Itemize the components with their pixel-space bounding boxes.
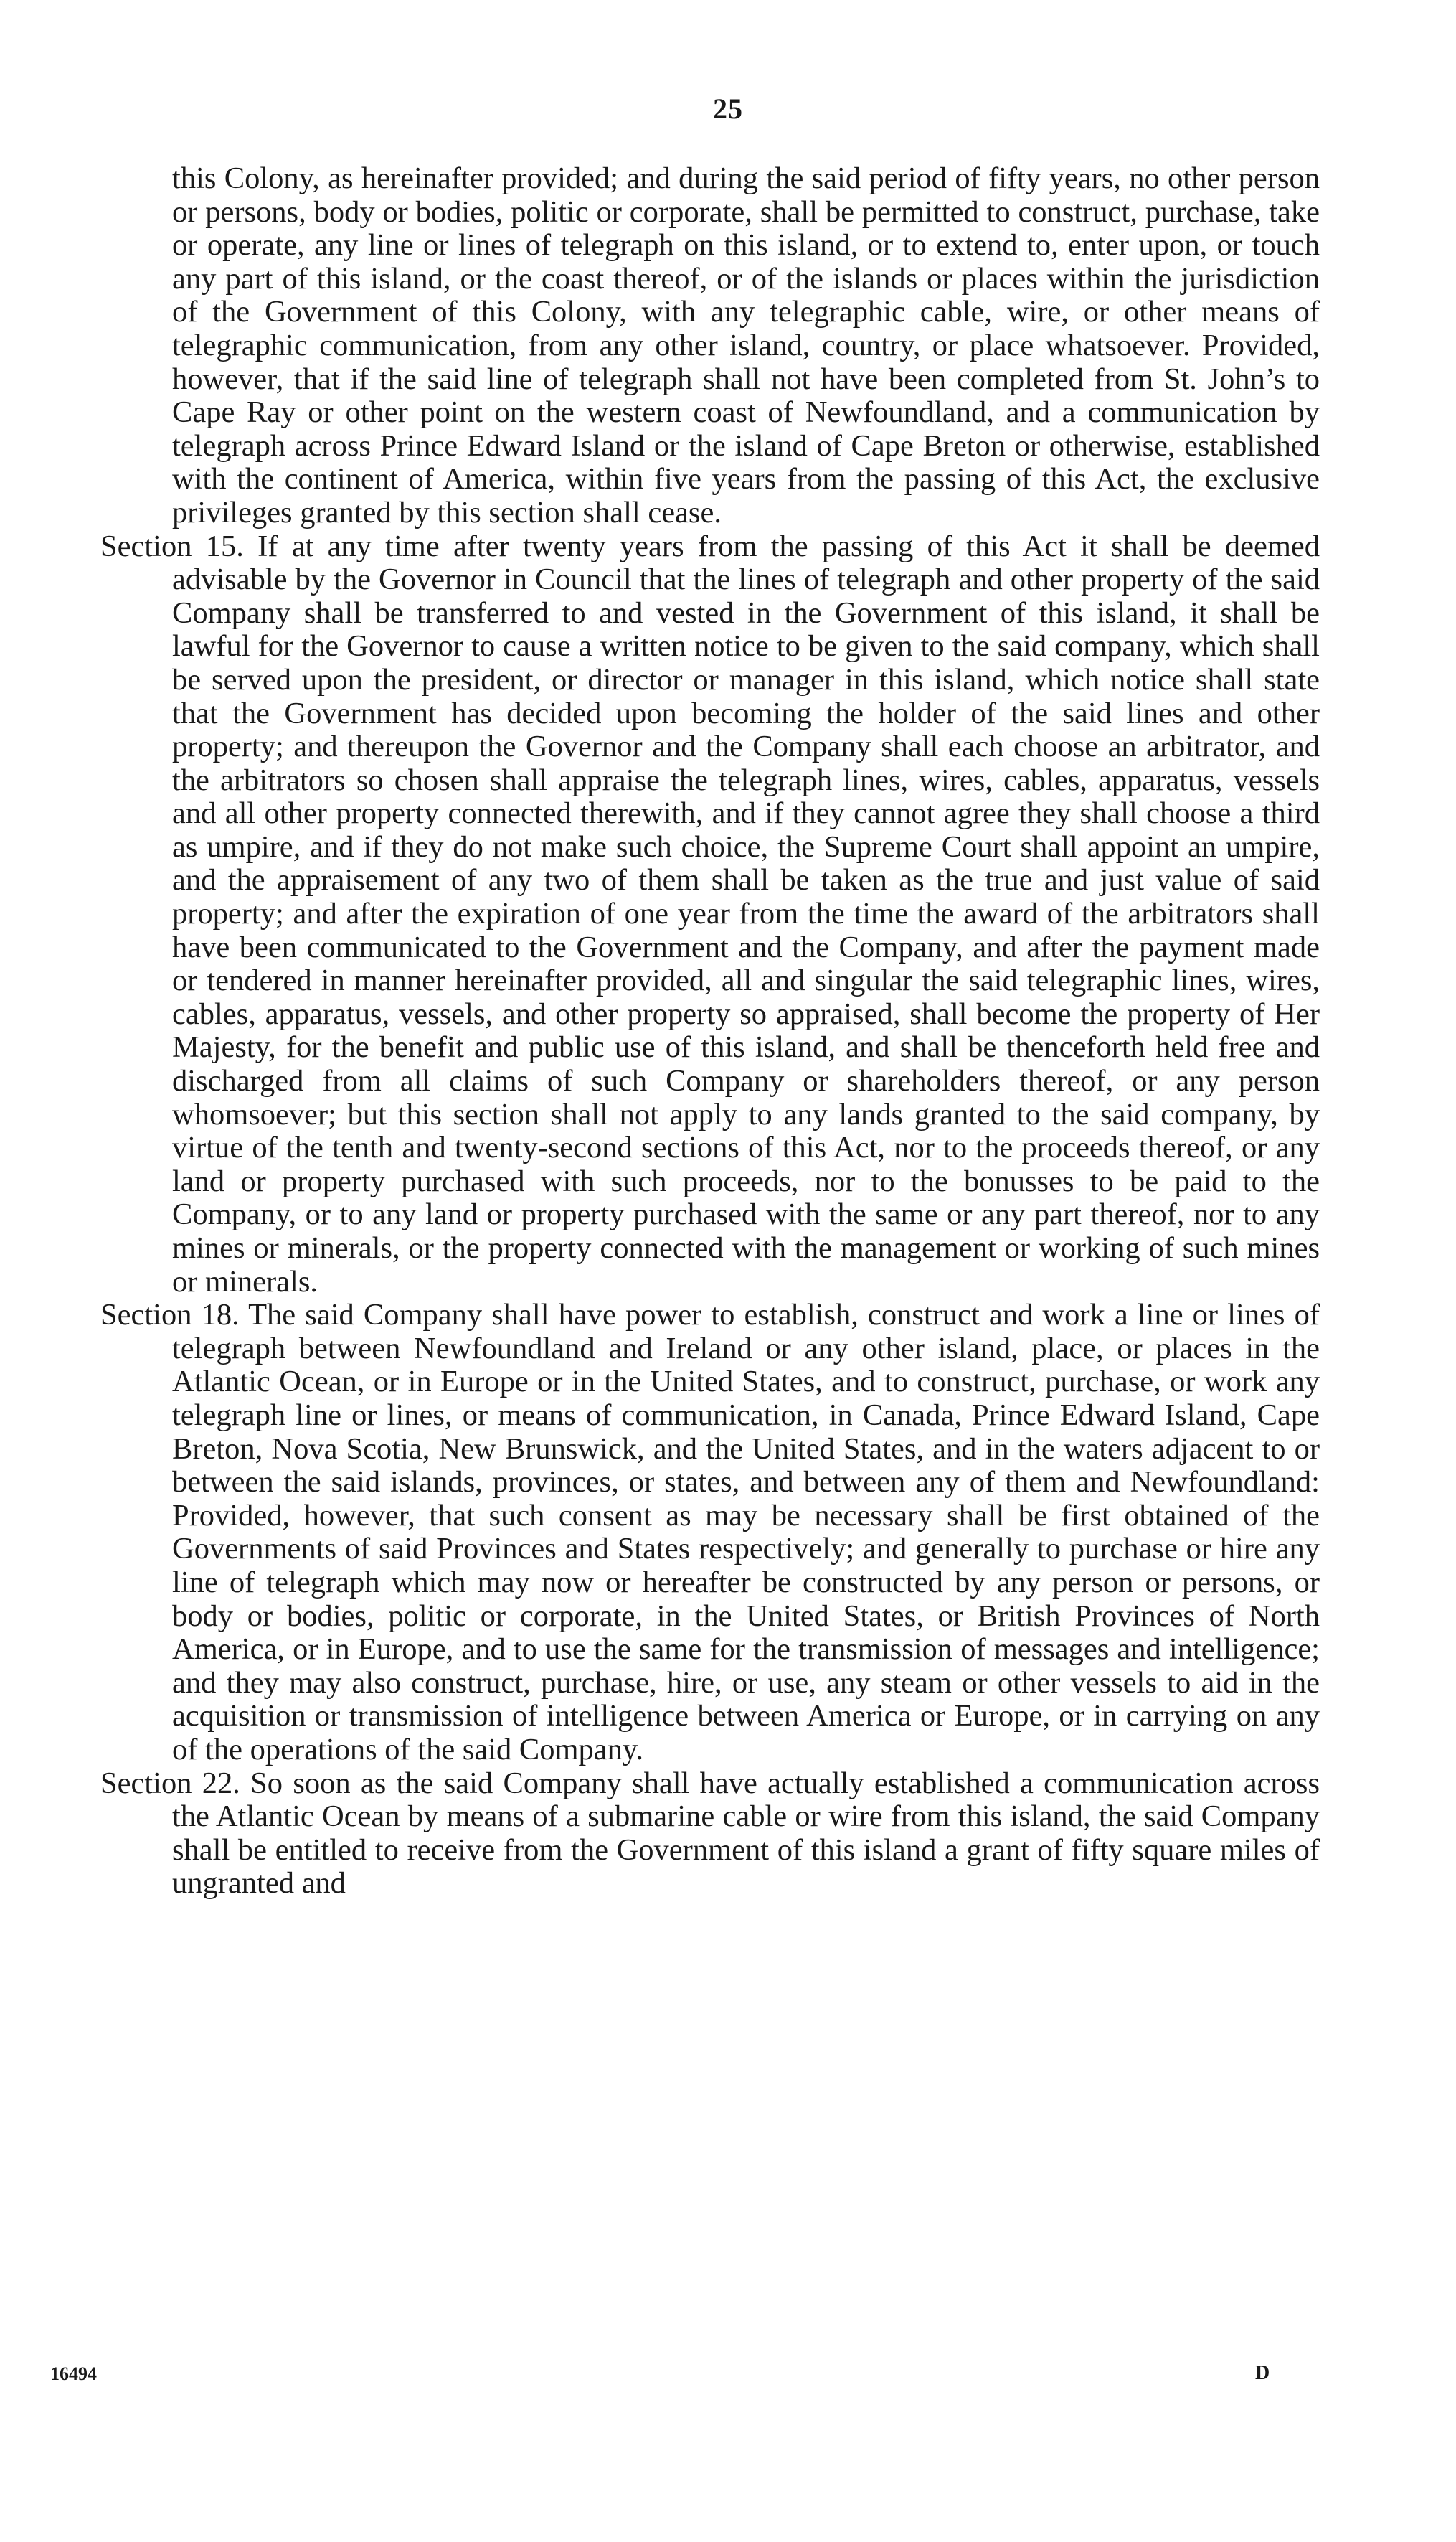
section-22-label: Section 22. (100, 1766, 240, 1800)
section-15-text: If at any time after twenty years from the passing of this Act it shall be deemed advisable by the Governor in Council that the lines of telegraph and other property of the said Company shall be transferred to and vested in the Government of this island, it shall be lawful for the Governor to cause a written notice to be given to the said company, which shall be served upon the president, or director or manager in this island, which notice shall state that the Government has decided upon becoming the holder of the said lines and other property; and thereupon the Governor and the Company shall each choose an arbitrator, and the arbitrators so chosen shall appraise the telegraph lines, wires, cables, apparatus, vessels and all other property connected therewith, and if they cannot agree they shall choose a third as umpire, and if they do not make such choice, the Supreme Court shall appoint an umpire, and the appraisement of any two of them shall be taken as the true and just value of said property; and after the expiration of one year from the time the award of the arbitrators shall have been communicated to the Government and the Company, and after the payment made or tendered in manner hereinafter provided, all and singular the said telegraphic lines, wires, cables, apparatus, vessels, and other property so appraised, shall become the property of Her Majesty, for the benefit and public use of this island, and shall be thenceforth held free and discharged from all claims of such Company or shareholders thereof, or any person whomsoever; but this section shall not apply to any lands granted to the said company, by virtue of the tenth and twenty-second sections of this Act, nor to the proceeds thereof, or any land or property purchased with such proceeds, nor to the bonusses to be paid to the Company, or to any land or property purchased with the same or any part thereof, nor to any mines or minerals, or the property connected with the management or working of such mines or minerals. (172, 529, 1320, 1299)
section-18-paragraph (100, 1299, 1320, 1766)
section-18-text: The said Company shall have power to establish, construct and work a line or lines of telegraph between Newfoundland and Ireland or any other island, place, or places in the Atlantic Ocean, or in Europe or in the United States, and to construct, purchase, or work any telegraph line or lines, or means of communication, in Canada, Prince Edward Island, Cape Breton, Nova Scotia, New Brunswick, and the United States, and in the waters adjacent to or between the said islands, provinces, or states, and between any of them and Newfoundland: Provided, however, that such consent as may be necessary shall be first obtained of the Governments of said Provinces and States respectively; and generally to purchase or hire any line of telegraph which may now or hereafter be constructed by any person or persons, or body or bodies, politic or corporate, in the United States, or British Provinces of North America, or in Europe, and to use the same for the transmission of messages and intelligence; and they may also construct, purchase, hire, or use, any steam or other vessels to aid in the acquisition or transmission of intelligence between America or Europe, or in carrying on any of the operations of the said Company. (172, 1298, 1320, 1766)
footer-print-number: 16494 (50, 2363, 97, 2384)
section-15-paragraph (100, 530, 1320, 1299)
continuation-paragraph: this Colony, as hereinafter provided; and during the said period of fifty years, no other person or persons, body or bodies, politic or corporate, shall be permitted to construct, purchase, take or operate, any line or lines of telegraph on this island, or to extend to, enter upon, or touch any part of this island, or the coast thereof, or of the islands or places within the jurisdiction of the Government of this Colony, with any telegraphic cable, wire, or other means of telegraphic communication, from any other island, country, or place whatsoever. Provided, however, that if the said line of telegraph shall not have been completed from St. John’s to Cape Ray or other point on the western coast of Newfoundland, and a communication by telegraph across Prince Edward Island or the island of Cape Breton or otherwise, established with the continent of America, within five years from the passing of this Act, the exclusive privileges granted by this section shall cease. (172, 161, 1320, 529)
section-18-label: Section 18. (100, 1298, 240, 1332)
section-15-label: Section 15. (100, 529, 244, 563)
section-22-text: So soon as the said Company shall have actually established a communication across the Atlantic Ocean by means of a submarine cable or wire from this island, the said Company shall be entitled to receive from the Government of this island a grant of fifty square miles of ungranted and (172, 1766, 1320, 1901)
page-number: 25 (713, 93, 743, 125)
section-22-paragraph (100, 1767, 1320, 1901)
footer-signature-mark: D (1255, 2362, 1270, 2384)
body-text (100, 162, 1320, 1901)
